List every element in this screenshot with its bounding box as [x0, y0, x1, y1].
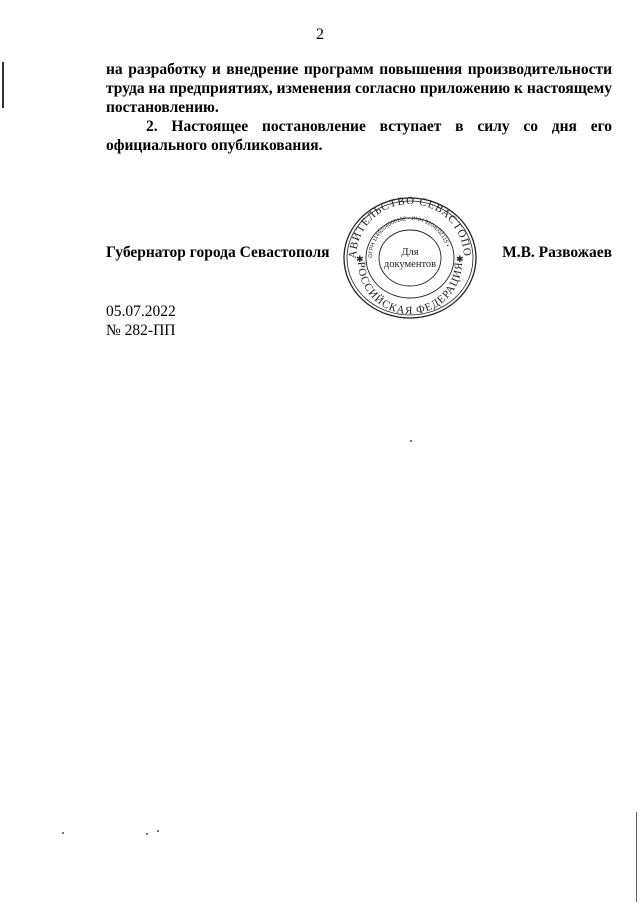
scan-speck — [410, 440, 412, 442]
page-number: 2 — [316, 26, 324, 43]
seal-inner-text: ОГРН 1149204000132 • ИНН 9204002115 • — [367, 215, 451, 259]
seal-center-line-2: документов — [383, 259, 437, 270]
document-date: 05.07.2022 — [106, 303, 176, 320]
scan-speck — [157, 830, 159, 832]
signatory-title: Губернатор города Севастополя — [106, 244, 330, 261]
scan-margin-mark — [2, 62, 4, 108]
seal-star-left: ✱ — [356, 254, 364, 264]
scan-edge-mark — [636, 812, 637, 902]
official-seal — [342, 196, 478, 320]
paragraph-1: на разработку и внедрение программ повышения производительности труда на предприятиях, изменения согласно приложению к настоящему постановлению. — [106, 61, 612, 116]
scan-speck — [62, 832, 64, 834]
scan-speck — [146, 833, 148, 835]
seal-graphic — [342, 196, 478, 320]
signatory-name: М.В. Развожаев — [502, 244, 612, 261]
seal-star-right: ✱ — [456, 254, 464, 264]
paragraph-2: 2. Настоящее постановление вступает в силу со дня его официального опубликования. — [106, 118, 612, 154]
document-metadata — [106, 302, 176, 340]
seal-outer-text: АВИТЕЛЬСТВО СЕВАСТОПО — [346, 196, 474, 259]
seal-bottom-text: РОССИЙСКАЯ ФЕДЕРАЦИЯ — [354, 261, 466, 318]
document-body — [106, 60, 612, 155]
document-number: № 282-ПП — [106, 322, 176, 339]
seal-center-line-1: Для — [401, 247, 419, 258]
